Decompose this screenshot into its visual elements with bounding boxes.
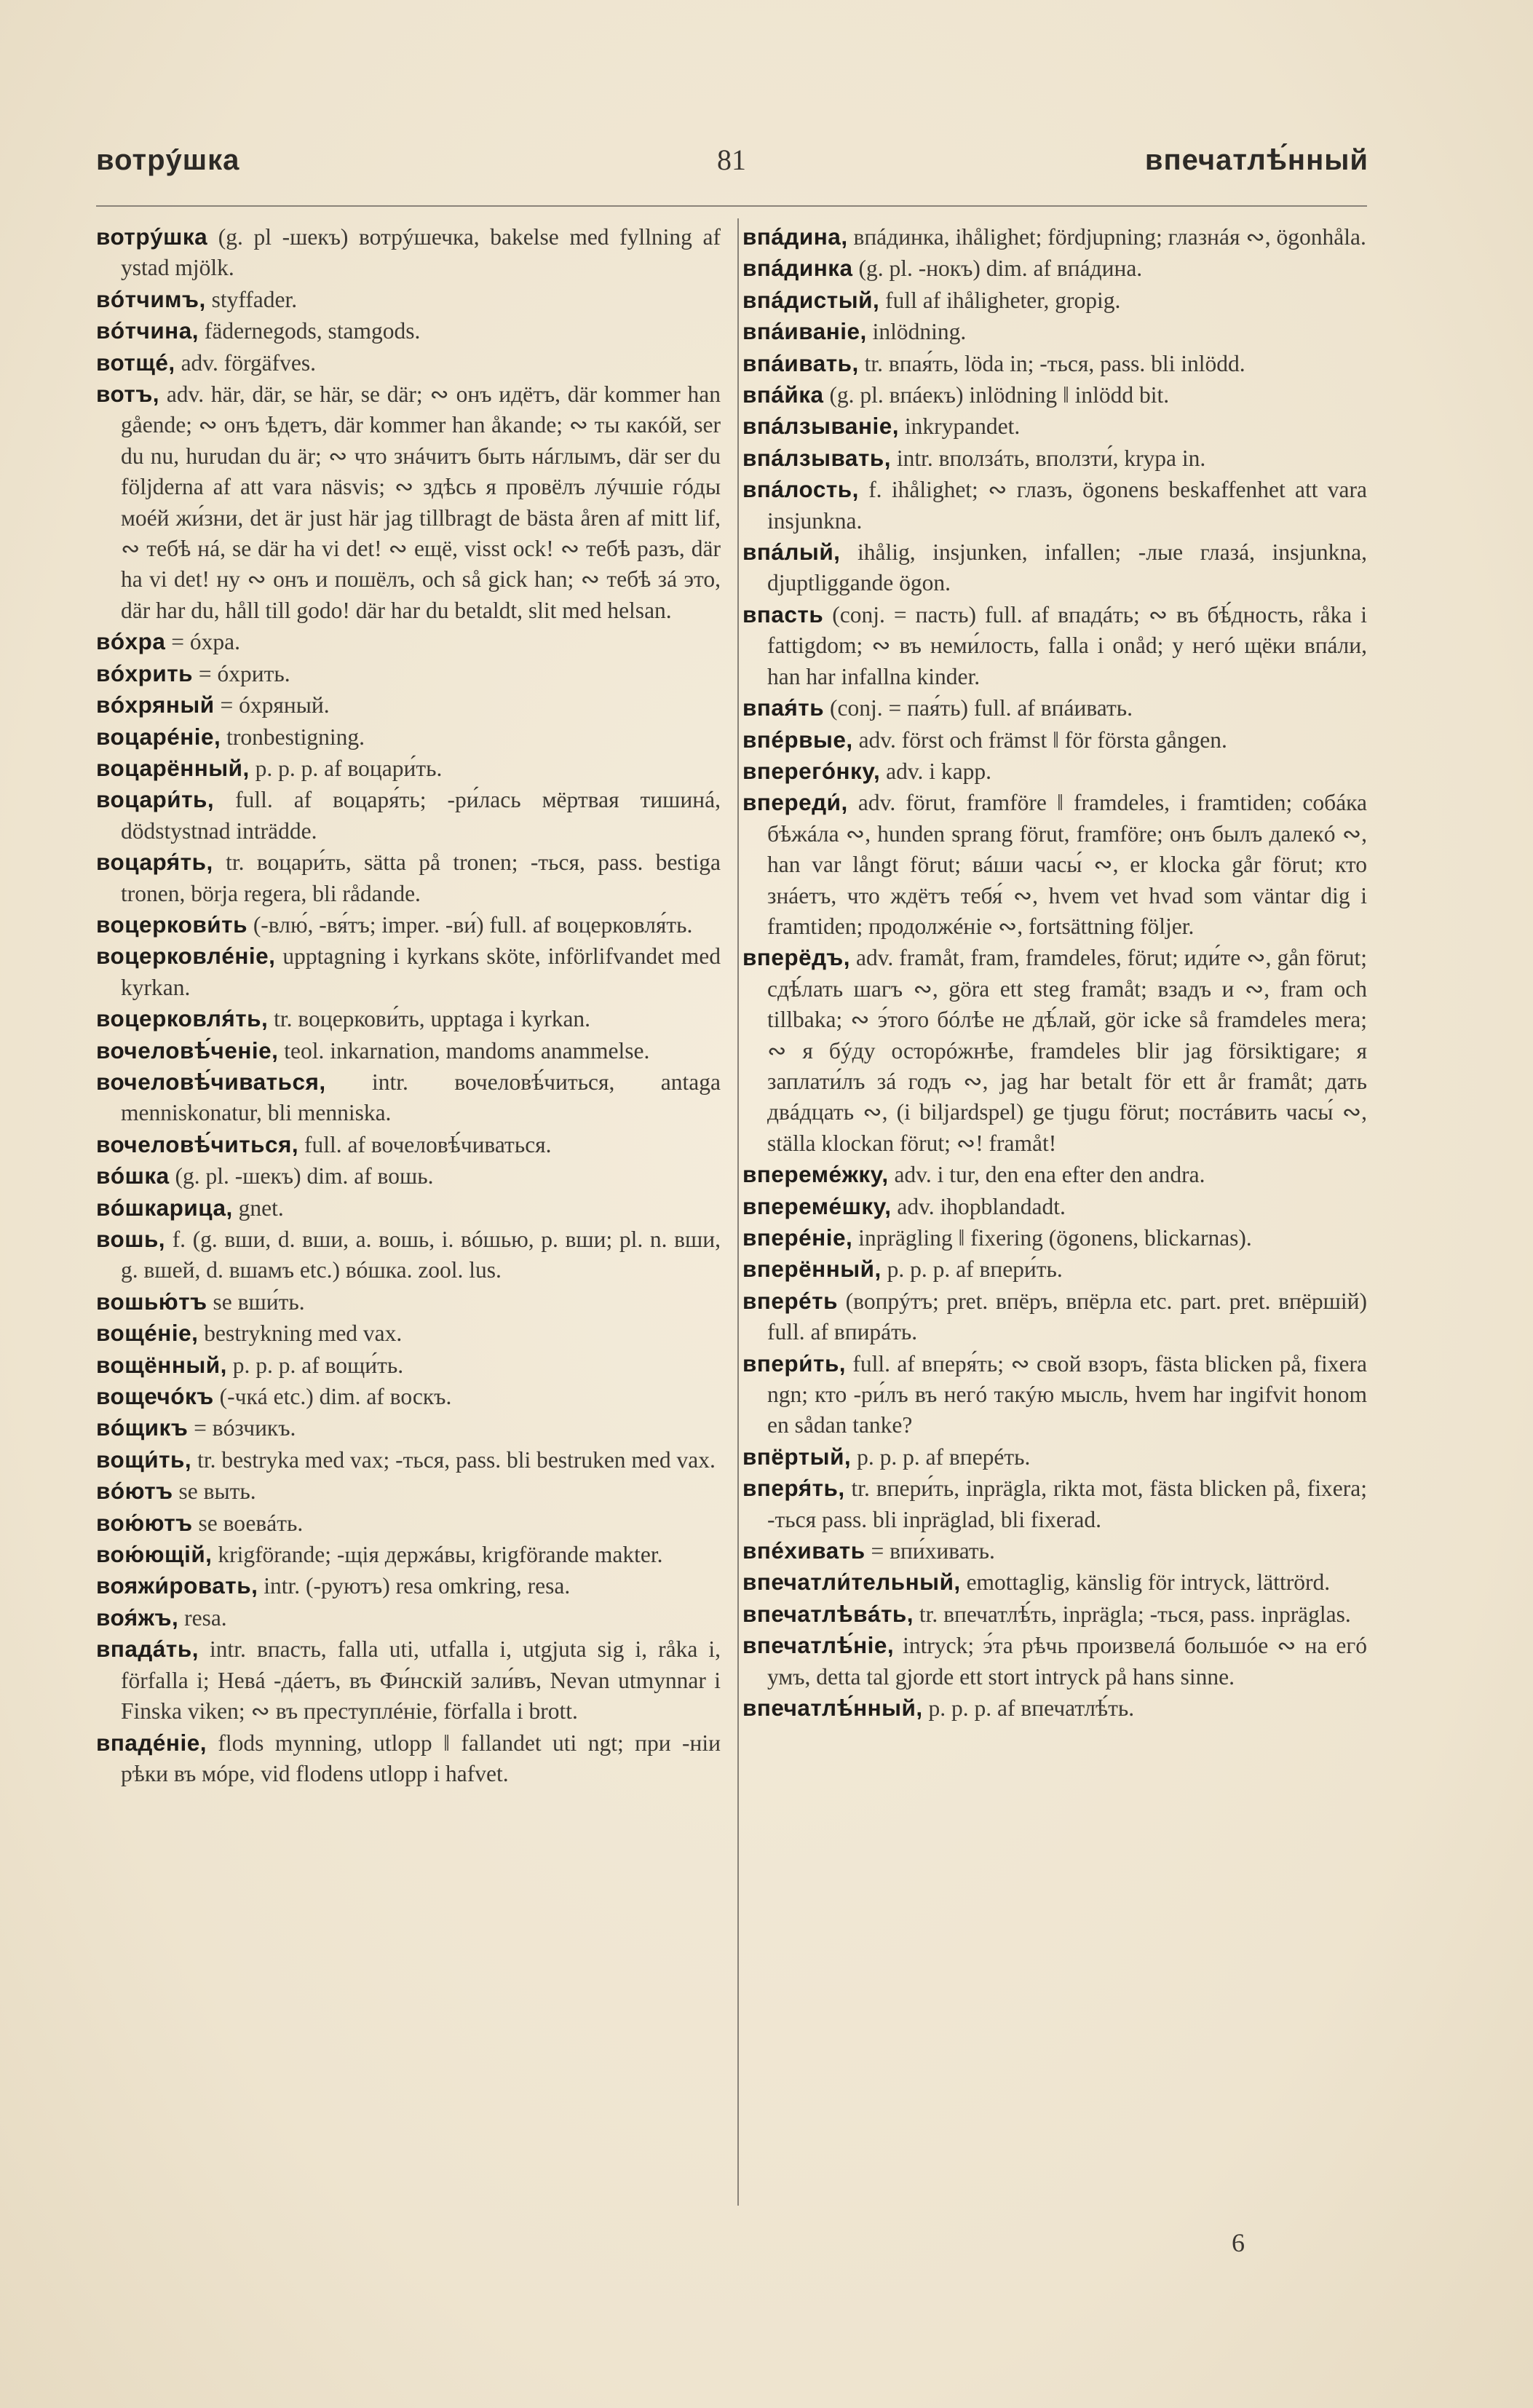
entry-headword: вóтчина, — [96, 317, 199, 344]
dictionary-entry — [96, 1602, 721, 1633]
entry-headword: вочеловѣ́читься, — [96, 1130, 299, 1157]
dictionary-entry — [96, 1350, 721, 1381]
dictionary-entry — [96, 1318, 721, 1349]
entry-headword: воцеркови́ть — [96, 911, 247, 938]
entry-headword: вотщé, — [96, 349, 175, 376]
dictionary-entry — [742, 787, 1367, 942]
entry-headword: вотъ, — [96, 381, 160, 408]
entry-definition: (g. pl. впáекъ) inlödning ‖ inlödd bit. — [823, 382, 1170, 408]
entry-headword: вóшкарица, — [96, 1194, 233, 1221]
entry-headword: впáивать, — [742, 349, 859, 376]
entry-headword: вóхра — [96, 628, 166, 655]
entry-definition: se воевáть. — [192, 1510, 304, 1536]
right-column — [742, 221, 1367, 1724]
dictionary-entry — [742, 756, 1367, 787]
entry-definition: inkrypandet. — [899, 413, 1021, 440]
entry-headword: впáлость, — [742, 476, 859, 503]
entry-definition: = вóзчикъ. — [188, 1415, 296, 1441]
entry-definition: (conj. = пая́ть) full. af впáивать. — [824, 695, 1133, 721]
entry-definition: tr. воцеркови́ть, upptaga i kyrkan. — [268, 1006, 591, 1032]
entry-definition: resa. — [178, 1604, 227, 1631]
dictionary-entry — [96, 1192, 721, 1224]
dictionary-entry — [96, 1476, 721, 1507]
entry-definition: = óхрить. — [193, 660, 290, 686]
entry-headword: вперённый, — [742, 1256, 882, 1283]
entry-definition: styffader. — [205, 286, 298, 312]
entry-headword: впечатлѣвáть, — [742, 1600, 914, 1627]
dictionary-entry — [742, 1348, 1367, 1441]
entry-headword: впáйка — [742, 381, 824, 408]
dictionary-entry — [96, 1727, 721, 1790]
entry-headword: вперéніе, — [742, 1224, 853, 1251]
dictionary-entry — [742, 221, 1367, 253]
entry-headword: впереме́шку, — [742, 1192, 892, 1219]
entry-headword: впадáть, — [96, 1636, 199, 1663]
entry-definition: tr. воцари́ть, sätta på tronen; -ться, pass. bestiga tronen, börja regera, bli rådande. — [121, 849, 721, 906]
entry-headword: впáлзывать, — [742, 444, 891, 471]
entry-definition: tr. впая́ть, löda in; -ться, pass. bli inlödd. — [858, 350, 1245, 376]
entry-definition: full. af вперя́ть; ∾ свой взоръ, fästa blicken på, fixera ngn; кто -ри́лъ въ негó такýю мысль, hvem har ingifvit honom en sådan tanke? — [767, 1350, 1367, 1438]
signature-mark: 6 — [1232, 2228, 1245, 2257]
entry-headword: впери́ть, — [742, 1350, 847, 1377]
dictionary-entry — [742, 253, 1367, 284]
entry-definition: inprägling ‖ fixering (ögonens, blickarnas). — [852, 1225, 1252, 1251]
entry-headword: вотрýшка — [96, 223, 208, 250]
entry-definition: p. p. p. af вперéть. — [851, 1443, 1031, 1470]
entry-definition: p. p. p. af впечатлѣ́ть. — [922, 1695, 1135, 1722]
entry-definition: впáдинка, ihålighet; fördjupning; глазнáя ∾, ögonhåla. — [847, 224, 1366, 250]
dictionary-entry — [96, 658, 721, 689]
entry-definition: flods mynning, utlopp ‖ fallandet uti ngt; при -ніи рѣки въ мóре, vid flodens utlopp i hafvet. — [121, 1730, 721, 1786]
entry-headword: вóщикъ — [96, 1414, 189, 1441]
dictionary-entry — [742, 379, 1367, 411]
entry-headword: воцерковлéніе, — [96, 943, 276, 970]
entry-definition: se вши́ть. — [207, 1288, 305, 1315]
entry-definition: adv. ihopblandadt. — [891, 1193, 1066, 1219]
dictionary-entry — [96, 1129, 721, 1160]
dictionary-entry — [742, 474, 1367, 536]
entry-definition: (conj. = пасть) full. af впадáть; ∾ въ бѣ́дность, råka i fattigdom; ∾ въ неми́лость, falla i onåd; у негó щёки впáли, han har infallna kinder. — [767, 601, 1367, 689]
dictionary-entry — [742, 724, 1367, 756]
dictionary-entry — [96, 1633, 721, 1727]
dictionary-entry — [96, 1539, 721, 1570]
dictionary-entry — [96, 1570, 721, 1601]
entry-headword: вóхряный — [96, 692, 215, 718]
entry-headword: впáлый, — [742, 539, 841, 566]
dictionary-entry — [742, 1191, 1367, 1222]
dictionary-entry — [96, 1286, 721, 1318]
entry-definition: (g. pl. -нокъ) dim. af впáдина. — [852, 256, 1143, 282]
entry-headword: воцарéніе, — [96, 723, 221, 750]
entry-definition: full. af воцаря́ть; -ри́лась мёртвая тишинá, dödstystnad inträdde. — [121, 787, 721, 844]
entry-headword: вою́ющій, — [96, 1541, 213, 1568]
entry-headword: вóшка — [96, 1163, 170, 1189]
dictionary-entry — [742, 1222, 1367, 1253]
left-column — [96, 221, 721, 1789]
entry-headword: впадéніе, — [96, 1729, 207, 1756]
entry-headword: воцерковля́ть, — [96, 1005, 269, 1032]
dictionary-entry — [742, 1253, 1367, 1285]
dictionary-entry — [742, 1286, 1367, 1348]
dictionary-entry — [96, 1003, 721, 1034]
entry-headword: вою́ютъ — [96, 1509, 193, 1536]
entry-definition: f. ihålighet; ∾ глазъ, ögonens beskaffenhet att vara insjunkna. — [767, 477, 1367, 534]
entry-definition: bestrykning med vax. — [198, 1320, 403, 1347]
entry-headword: впечатлѣ́ніе, — [742, 1632, 895, 1659]
dictionary-entry — [96, 1035, 721, 1066]
entry-definition: ihålig, insjunken, infallen; -лые глазá, insjunkna, djuptliggande ögon. — [767, 539, 1367, 596]
entry-definition: p. p. p. af впери́ть. — [881, 1256, 1063, 1283]
running-head-right: впечатлѣ́нный — [1144, 144, 1368, 176]
entry-definition: tr. bestryka med vax; -ться, pass. bli bestruken med vax. — [191, 1446, 716, 1473]
dictionary-entry — [96, 1412, 721, 1443]
dictionary-entry — [96, 1066, 721, 1129]
entry-headword: воцаря́ть, — [96, 849, 213, 876]
entry-headword: впéхивать — [742, 1537, 865, 1564]
entry-headword: вóхрить — [96, 660, 194, 686]
dictionary-entry — [96, 1508, 721, 1539]
dictionary-entry — [742, 1567, 1367, 1598]
entry-headword: вперегóнку, — [742, 757, 881, 784]
dictionary-entry — [742, 411, 1367, 442]
dictionary-entry — [742, 1473, 1367, 1535]
entry-headword: вперéть — [742, 1287, 838, 1314]
entry-headword: воя́жъ, — [96, 1604, 179, 1631]
entry-headword: впáдина, — [742, 223, 848, 250]
dictionary-entry — [742, 285, 1367, 316]
entry-definition: intr. впасть, falla uti, utfalla i, utgjuta sig i, råka i, förfalla i; Невá -дáетъ, въ Фи́нскій зали́въ, Nevan utmynnar i Finska viken; ∾ въ преступлéніе, förfalla i brott. — [121, 1636, 721, 1724]
dictionary-entry — [742, 692, 1367, 724]
entry-headword: впереме́жку, — [742, 1161, 889, 1188]
entry-definition: tr. впери́ть, inprägla, rikta mot, fästa blicken på, fixera; -ться pass. bli inpräglad, bli fixerad. — [767, 1476, 1367, 1532]
entry-definition: = óхра. — [165, 629, 241, 655]
entry-headword: вперя́ть, — [742, 1475, 845, 1502]
entry-headword: вочеловѣ́ченіе, — [96, 1037, 279, 1064]
entry-definition: emottaglig, känslig för intryck, lättrörd. — [960, 1569, 1331, 1596]
dictionary-entry — [96, 784, 721, 847]
dictionary-entry — [742, 599, 1367, 692]
dictionary-entry — [96, 689, 721, 721]
dictionary-entry — [96, 753, 721, 784]
entry-headword: вощечóкъ — [96, 1383, 214, 1410]
entry-definition: intryck; э́та рѣчь произвелá большóе ∾ на егó умъ, detta tal gjorde ett stort intryck på hans sinne. — [767, 1633, 1367, 1690]
entry-definition: adv. först och främst ‖ för första gången. — [852, 726, 1227, 753]
dictionary-entry — [742, 942, 1367, 1159]
entry-headword: впая́ть — [742, 694, 825, 721]
dictionary-entry — [742, 1441, 1367, 1473]
entry-definition: gnet. — [232, 1195, 284, 1221]
dictionary-entry — [96, 1160, 721, 1192]
entry-definition: tronbestigning. — [221, 724, 365, 750]
dictionary-entry — [96, 1224, 721, 1286]
entry-definition: adv. i tur, den ena efter den andra. — [888, 1162, 1205, 1188]
entry-definition: = óхряный. — [214, 692, 330, 718]
entry-headword: впáиваніе, — [742, 318, 867, 345]
dictionary-entry — [96, 1444, 721, 1476]
entry-definition: (вопрýтъ; pret. впёръ, впёрла etc. part. pret. впёршій) full. af впирáть. — [767, 1288, 1367, 1345]
dictionary-entry — [742, 316, 1367, 347]
entry-definition: inlödning. — [866, 319, 967, 345]
dictionary-entry — [96, 221, 721, 284]
entry-definition: p. p. p. af воцари́ть. — [249, 755, 443, 781]
entry-headword: впечатли́тельный, — [742, 1569, 961, 1596]
entry-definition: (g. pl -шекъ) вотрýшечка, bakelse med fyllning af ystad mjölk. — [121, 224, 721, 281]
entry-headword: впáдинка — [742, 255, 853, 282]
entry-definition: f. (g. вши, d. вши, a. вошь, i. вóшью, p. вши; pl. n. вши, g. вшей, d. вшамъ etc.) вóшка. zool. lus. — [121, 1227, 721, 1283]
running-head-left: вотрýшка — [96, 144, 240, 176]
entry-definition: full af ihåligheter, gropig. — [879, 287, 1121, 313]
entry-headword: вощéніе, — [96, 1320, 199, 1347]
dictionary-entry — [742, 1630, 1367, 1692]
dictionary-entry — [96, 379, 721, 626]
entry-definition: intr. (-руютъ) resa omkring, resa. — [258, 1573, 571, 1599]
entry-headword: вошью́тъ — [96, 1288, 207, 1315]
dictionary-entry — [96, 940, 721, 1003]
entry-headword: вощённый, — [96, 1351, 227, 1378]
entry-definition: tr. впечатлѣ́ть, inprägla; -ться, pass. inpräglas. — [914, 1601, 1351, 1627]
dictionary-entry — [96, 315, 721, 346]
entry-headword: впереди́, — [742, 789, 848, 816]
entry-headword: вóтчимъ, — [96, 285, 206, 312]
entry-definition: p. p. p. af вощи́ть. — [226, 1352, 404, 1378]
entry-headword: вояжи́ровать, — [96, 1572, 258, 1599]
entry-headword: вощи́ть, — [96, 1446, 192, 1473]
entry-headword: впáлзываніе, — [742, 413, 899, 440]
header-rule — [96, 205, 1367, 207]
entry-definition: adv. här, där, se här, se där; ∾ онъ идётъ, där kommer han gående; ∾ онъ ѣдетъ, där kommer han åkande; ∾ ты какóй, ser du nu, hurudan du är; ∾ что знáчитъ быть нáглымъ, där ser du följderna af att vara näsvis; ∾ здѣсь я провёлъ лýчшіе гóды моéй жи́зни, det är just här jag tillbragt de bästa åren af mitt lif, ∾ тебѣ нá, se där ha vi det! ∾ ещё, visst ock! ∾ тебѣ разъ, där ha vi det! ну ∾ онъ и пошёлъ, och så gick han; ∾ тебѣ зá это, där har du, håll till godo! där har du betaldt, slit med helsan. — [121, 381, 721, 623]
entry-definition: upptagning i kyrkans sköte, införlifvandet med kyrkan. — [121, 943, 721, 1000]
entry-headword: воцари́ть, — [96, 786, 215, 813]
entry-headword: впасть — [742, 601, 824, 627]
entry-headword: впечатлѣ́нный, — [742, 1695, 923, 1722]
entry-headword: вперёдъ, — [742, 944, 850, 971]
dictionary-entry — [742, 1692, 1367, 1724]
entry-definition: (-чкá etc.) dim. af воскъ. — [213, 1384, 452, 1410]
entry-definition: fädernegods, stamgods. — [198, 318, 421, 344]
dictionary-entry — [742, 348, 1367, 379]
dictionary-entry — [96, 626, 721, 657]
dictionary-entry — [742, 1599, 1367, 1630]
dictionary-entry — [742, 536, 1367, 599]
entry-definition: full. af вочеловѣ́чиваться. — [298, 1131, 552, 1157]
entry-definition: (g. pl. -шекъ) dim. af вошь. — [169, 1163, 434, 1189]
entry-definition: teol. inkarnation, mandoms anammelse. — [278, 1037, 650, 1064]
entry-definition: adv. i kapp. — [880, 758, 992, 784]
entry-definition: se выть. — [173, 1478, 256, 1505]
entry-definition: = впи́хивать. — [865, 1538, 995, 1564]
dictionary-entry — [96, 1381, 721, 1412]
dictionary-entry — [96, 847, 721, 909]
entry-headword: вочеловѣ́чиваться, — [96, 1068, 326, 1095]
dictionary-entry — [96, 721, 721, 753]
dictionary-entry — [742, 1535, 1367, 1567]
dictionary-entry — [96, 347, 721, 379]
page-number: 81 — [717, 143, 746, 176]
entry-headword: воцарённый, — [96, 754, 250, 781]
dictionary-entry — [96, 284, 721, 315]
entry-definition: adv. förut, framföre ‖ framdeles, i framtiden; собáка бѣжáла ∾, hunden sprang förut, framföre; онъ былъ далекó ∾, han var långt förut; вáши часы́ ∾, er klocka går förut; кто знáетъ, что ждётъ тебя́ ∾, hvem vet hvad som väntar dig i framtiden; продолжéніе ∾, fortsättning följer. — [767, 790, 1367, 939]
entry-definition: adv. förgäfves. — [175, 349, 316, 376]
entry-definition: adv. framåt, fram, framdeles, förut; иди́те ∾, gån förut; сдѣ́лать шагъ ∾, göra ett steg framåt; взадъ и ∾, fram och tillbaka; ∾ э́того бóлѣе не дѣ́лай, gör icke så framdeles mera; ∾ я бýду осторóжнѣе, framdeles blir jag försiktigare; я заплати́лъ зá годъ ∾, jag har betalt för ett år framåt; дать двáдцать ∾, (i biljardspel) ge tjugu förut; постáвить часы́ ∾, ställa klockan förut; ∾! framåt! — [767, 945, 1367, 1156]
entry-definition: intr. вползáть, вползти́, krypa in. — [891, 445, 1206, 471]
entry-definition: intr. вочеловѣ́читься, antaga menniskonatur, bli menniska. — [121, 1069, 721, 1126]
entry-headword: впёртый, — [742, 1443, 852, 1470]
dictionary-entry — [96, 909, 721, 940]
entry-headword: вóютъ — [96, 1478, 173, 1505]
dictionary-entry — [742, 1159, 1367, 1190]
dictionary-entry — [742, 443, 1367, 474]
entry-headword: впéрвые, — [742, 726, 853, 753]
entry-headword: вошь, — [96, 1226, 166, 1252]
entry-definition: (-влю́, -вя́тъ; imper. -ви́) full. af воцерковля́ть. — [247, 911, 693, 938]
column-divider — [737, 218, 739, 2206]
entry-definition: krigförande; -щія держáвы, krigförande makter. — [212, 1542, 663, 1568]
entry-headword: впáдистый, — [742, 286, 880, 313]
